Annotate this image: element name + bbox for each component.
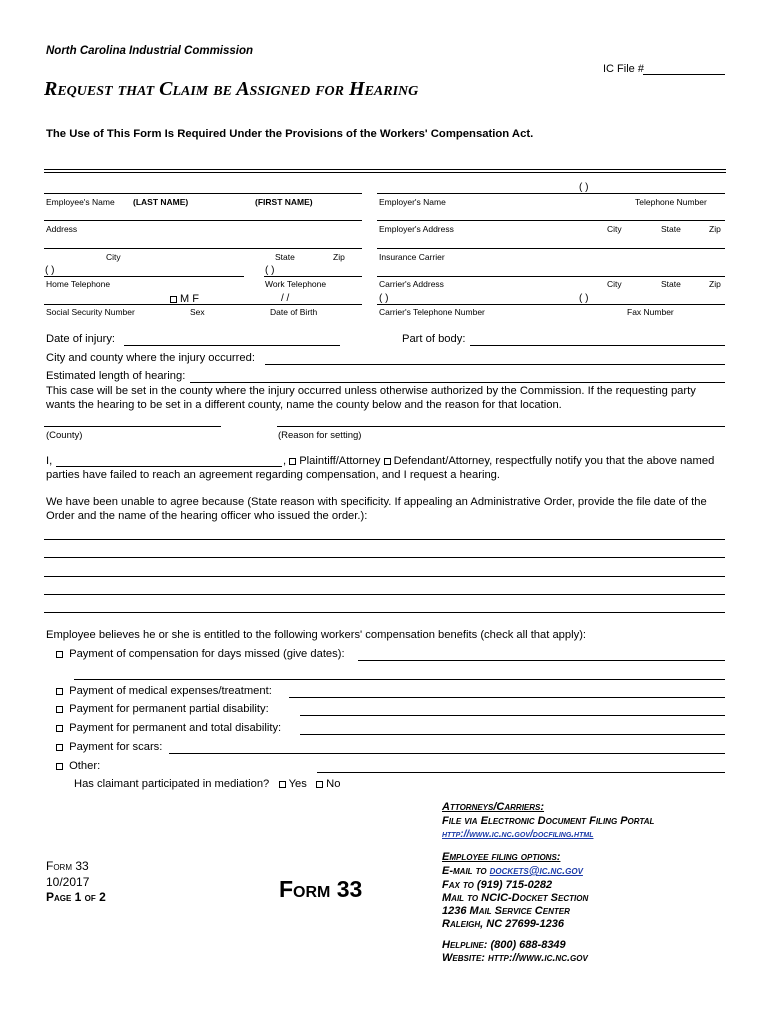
county-label: (County) [46,430,83,441]
carrier-address-field[interactable] [377,276,725,277]
first-name-label: (FIRST NAME) [255,197,313,207]
telephone-number-label: Telephone Number [635,197,707,207]
mediation-no-label: No [326,778,341,790]
reason-line-4[interactable] [44,594,725,595]
footer-form-number: Form 33 [46,859,89,873]
checkbox-icon[interactable] [56,763,63,770]
agency-name: North Carolina Industrial Commission [46,45,254,57]
home-telephone-label: Home Telephone [46,279,111,289]
benefit-permanent-total[interactable] [56,722,281,734]
mediation-question [74,778,340,790]
benefit-label: Payment for permanent partial disability: [69,703,269,715]
ic-file-label: IC File # [603,63,644,75]
hearing-length-label: Estimated length of hearing: [46,370,186,382]
requester-name-field[interactable] [56,466,282,467]
sex-label: Sex [190,307,205,317]
insurance-carrier-label: Insurance Carrier [379,252,445,262]
benefit-medical[interactable] [56,685,272,697]
footer-page: Page 1 of 2 [46,890,106,904]
reason-label: (Reason for setting) [278,430,362,441]
employer-name-label: Employer's Name [379,197,446,207]
reason-line-2[interactable] [44,557,725,558]
form-subtitle: The Use of This Form Is Required Under the Provisions of the Workers' Compensation Act. [46,128,534,140]
defendant-checkbox-icon[interactable] [384,458,391,465]
days-missed-field-2[interactable] [74,679,725,680]
party-selection: , Plaintiff/Attorney Defendant/Attorney, respectfully notify you that the above named [283,455,715,467]
benefit-label: Payment of compensation for days missed (give dates): [69,648,345,660]
portal-line: File via Electronic Document Filing Portal [442,815,655,827]
mediation-yes-label: Yes [288,778,307,790]
venue-instructions: This case will be set in the county where the injury occurred unless otherwise authorized by the Commission. If the requesting party wants the hearing to be set in a different county, name the county below and the reason for that location. [46,385,696,411]
mediation-yes-checkbox-icon[interactable] [279,781,286,788]
employee-name-field[interactable] [44,193,362,194]
carrier-phone-parens: ( ) [379,293,389,304]
employer-name-field[interactable] [377,193,725,194]
zip-label: Zip [333,252,345,262]
employer-state-label: State [661,224,681,234]
email-prefix: E-mail to [442,865,487,877]
scars-field[interactable] [169,753,725,754]
days-missed-field[interactable] [358,660,725,661]
attorneys-heading: Attorneys/Carriers: [442,801,545,813]
mediation-label: Has claimant participated in mediation? [74,778,270,790]
checkbox-icon[interactable] [56,725,63,732]
fax-parens: ( ) [579,293,589,304]
email-link[interactable]: dockets@ic.nc.gov [489,865,583,877]
helpline: Helpline: (800) 688-8349 [442,939,566,951]
email-line [442,865,583,877]
hearing-length-field[interactable] [190,382,725,383]
city-county-label: City and county where the injury occurred: [46,352,255,364]
carrier-address-label: Carrier's Address [379,279,444,289]
sex-options-text: M F [180,293,199,305]
carrier-phone-fax-field[interactable] [377,304,725,305]
ic-file-field[interactable] [643,74,725,75]
employer-phone-parens: ( ) [579,182,589,193]
fax-number-label: Fax Number [627,307,674,317]
carrier-zip-label: Zip [709,279,721,289]
medical-field[interactable] [289,697,725,698]
website: Website: http://www.ic.nc.gov [442,952,588,964]
form-label-large: Form 33 [279,876,363,902]
employer-zip-label: Zip [709,224,721,234]
portal-link[interactable]: http://www.ic.nc.gov/docfiling.html [442,829,594,840]
benefit-label: Other: [69,760,101,772]
carrier-telephone-label: Carrier's Telephone Number [379,307,485,317]
address-line-2: Raleigh, NC 27699-1236 [442,918,564,930]
last-name-label: (LAST NAME) [133,197,189,207]
checkbox-icon[interactable] [56,706,63,713]
insurance-carrier-field[interactable] [377,248,725,249]
work-telephone-field[interactable] [264,276,362,277]
county-field[interactable] [44,426,221,427]
footer-date: 10/2017 [46,875,90,889]
mediation-no-checkbox-icon[interactable] [316,781,323,788]
checkbox-icon[interactable] [56,651,63,658]
home-phone-parens: ( ) [45,265,55,276]
mail-line: Mail to NCIC-Docket Section [442,892,589,904]
carrier-city-label: City [607,279,622,289]
benefit-days-missed[interactable] [56,648,345,660]
state-label: State [275,252,295,262]
defendant-label: Defendant/Attorney, respectfully notify you that the above named [393,455,715,467]
sex-checkbox-icon[interactable] [170,296,177,303]
unable-to-agree-text: We have been unable to agree because (State reason with specificity. If appealing an Administrative Order, provide the file date of the Order and the name of the hearing officer who issued the order.): [46,496,707,522]
employee-filing-heading: Employee filing options: [442,851,561,863]
ssn-sex-dob-field[interactable] [44,304,362,305]
carrier-state-label: State [661,279,681,289]
reason-line-1[interactable] [44,539,725,540]
fax-line: Fax to (919) 715-0282 [442,879,553,891]
date-of-injury-label: Date of injury: [46,333,116,345]
address-label: Address [46,224,78,234]
ssn-label: Social Security Number [46,307,135,317]
benefit-scars[interactable] [56,741,162,753]
checkbox-icon[interactable] [56,688,63,695]
work-phone-parens: ( ) [265,265,275,276]
employer-address-label: Employer's Address [379,224,454,234]
part-of-body-label: Part of body: [402,333,466,345]
city-label: City [106,252,121,262]
plaintiff-label: Plaintiff/Attorney [299,455,381,467]
reason-line-5[interactable] [44,612,725,613]
checkbox-icon[interactable] [56,744,63,751]
benefit-label: Payment of medical expenses/treatment: [69,685,272,697]
employer-city-label: City [607,224,622,234]
benefit-label: Payment for permanent and total disability: [69,722,282,734]
page-title: Request that Claim be Assigned for Hearing [44,78,419,100]
city-county-field[interactable] [265,364,725,365]
section-divider [44,169,726,173]
address-line-1: 1236 Mail Service Center [442,905,570,917]
part-of-body-field[interactable] [470,345,725,346]
work-telephone-label: Work Telephone [265,279,327,289]
reason-field[interactable] [277,426,725,427]
benefit-other[interactable] [56,760,100,772]
employee-address-field[interactable] [44,220,362,221]
dob-label: Date of Birth [270,307,318,317]
benefit-permanent-partial[interactable] [56,703,269,715]
date-of-injury-field[interactable] [124,345,340,346]
permanent-partial-field[interactable] [300,715,725,716]
plaintiff-checkbox-icon[interactable] [289,458,296,465]
i-label: I, [46,455,53,467]
other-field[interactable] [317,772,725,773]
request-statement: parties have failed to reach an agreement regarding compensation, and I request a hearing. [46,469,501,481]
reason-line-3[interactable] [44,576,725,577]
dob-slashes: / / [281,293,290,304]
employee-name-label: Employee's Name [46,197,115,207]
employee-city-field[interactable] [44,248,362,249]
employer-address-field[interactable] [377,220,725,221]
benefits-intro: Employee believes he or she is entitled to the following workers' compensation benefits (check all that apply): [46,629,587,641]
home-telephone-field[interactable] [44,276,244,277]
benefit-label: Payment for scars: [69,741,163,753]
permanent-total-field[interactable] [300,734,725,735]
